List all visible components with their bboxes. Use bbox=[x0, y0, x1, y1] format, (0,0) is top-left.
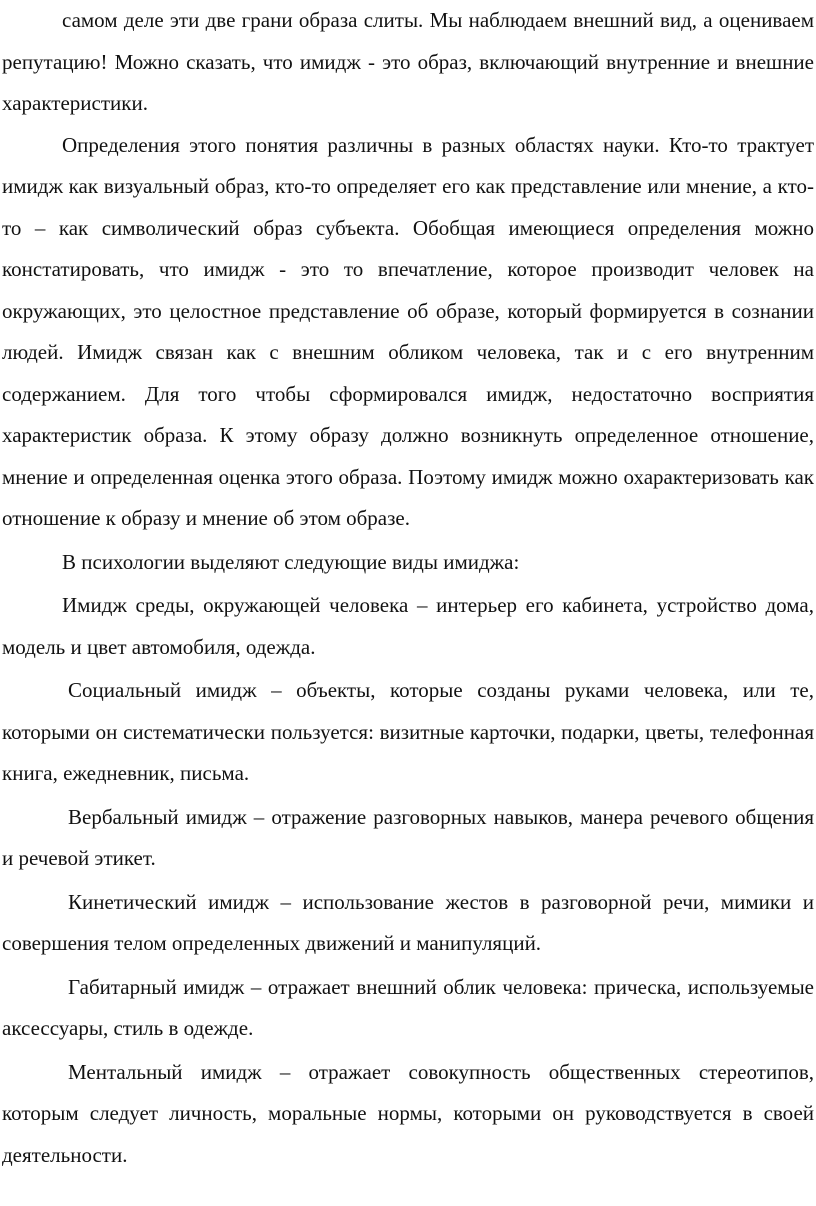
document-page bbox=[2, 0, 814, 1176]
paragraph-kinetic-image: Кинетический имидж – использование жестов в разговорной речи, мимики и совершения телом определенных движений и манипуляций. bbox=[2, 889, 814, 955]
paragraph-definitions: Определения этого понятия различны в разных областях науки. Кто-то трактует имидж как визуальный образ, кто-то определяет его как представление или мнение, а кто-то – как символический образ субъекта. Обобщая имеющиеся определения можно констатировать, что имидж - это то впечатление, которое производит человек на окружающих, это целостное представление об образе, который формируется в сознании людей. Имидж связан как с внешним обликом человека, так и с его внутренним содержанием. Для того чтобы сформировался имидж, недостаточно восприятия характеристик образа. К этому образу должно возникнуть определенное отношение, мнение и определенная оценка этого образа. Поэтому имидж можно охарактеризовать как отношение к образу и мнение об этом образе. bbox=[2, 132, 814, 530]
paragraph-verbal-image: Вербальный имидж – отражение разговорных навыков, манера речевого общения и речевой этикет. bbox=[2, 804, 814, 870]
paragraph-types-intro: В психологии выделяют следующие виды имиджа: bbox=[62, 549, 520, 574]
paragraph-social-image: Социальный имидж – объекты, которые созданы руками человека, или те, которыми он систематически пользуется: визитные карточки, подарки, цветы, телефонная книга, ежедневник, письма. bbox=[2, 678, 814, 785]
paragraph-environment-image: Имидж среды, окружающей человека – интерьер его кабинета, устройство дома, модель и цвет автомобиля, одежда. bbox=[2, 593, 814, 659]
paragraph-intro-continuation: самом деле эти две грани образа слиты. Мы наблюдаем внешний вид, а оцениваем репутацию! Можно сказать, что имидж - это образ, включающий внутренние и внешние характеристики. bbox=[2, 8, 814, 115]
paragraph-habitar-image: Габитарный имидж – отражает внешний облик человека: прическа, используемые аксессуары, стиль в одежде. bbox=[2, 974, 814, 1040]
paragraph-mental-image: Ментальный имидж – отражает совокупность общественных стереотипов, которым следует личность, моральные нормы, которыми он руководствуется в своей деятельности. bbox=[2, 1059, 814, 1167]
